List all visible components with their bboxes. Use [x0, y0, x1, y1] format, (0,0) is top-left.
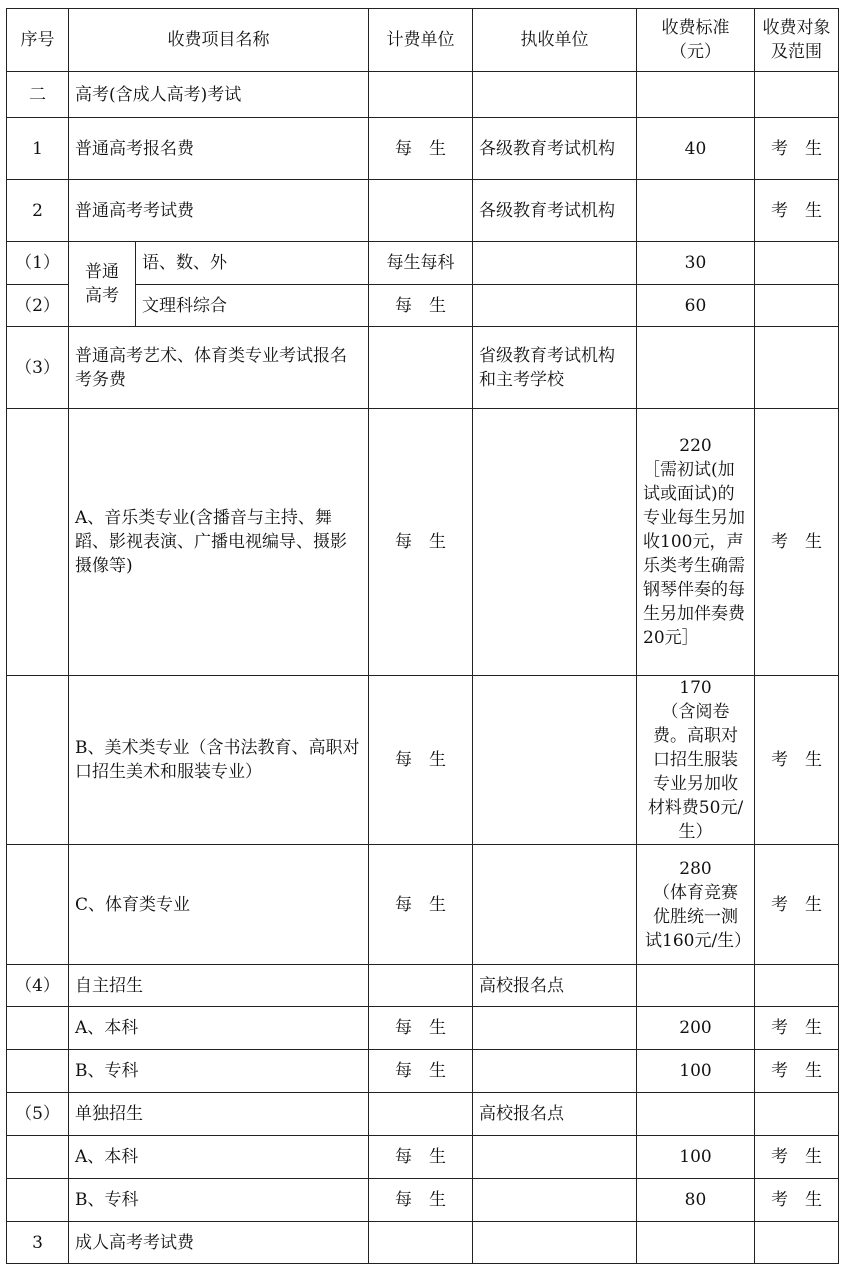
header-seq: 序号 — [7, 9, 69, 72]
seq-cell: 3 — [7, 1222, 69, 1264]
table-row — [7, 242, 839, 285]
std-note: （含阅卷费。高职对口招生服装专业另加收材料费50元/生） — [647, 702, 744, 842]
table-row — [7, 72, 839, 118]
seq-cell: 二 — [7, 72, 69, 118]
seq-cell: 1 — [7, 118, 69, 180]
seq-cell: （2） — [7, 285, 69, 327]
item-cell: 自主招生 — [69, 965, 369, 1007]
table-row — [7, 965, 839, 1007]
org-cell: 高校报名点 — [473, 965, 637, 1007]
seq-cell: （5） — [7, 1093, 69, 1136]
table-row — [7, 409, 839, 676]
unit-cell: 每 生 — [369, 1007, 473, 1050]
item-cell: A、本科 — [69, 1136, 369, 1179]
unit-cell: 每 生 — [369, 118, 473, 180]
table-row — [7, 118, 839, 180]
unit-cell: 每 生 — [369, 1179, 473, 1222]
table-row — [7, 1222, 839, 1264]
item-cell: 普通高考考试费 — [69, 180, 369, 242]
group-cell — [69, 242, 136, 327]
table-row — [7, 1007, 839, 1050]
scope-cell: 考 生 — [755, 1050, 839, 1093]
seq-cell: （4） — [7, 965, 69, 1007]
std-value: 280 — [679, 858, 712, 879]
org-cell: 高校报名点 — [473, 1093, 637, 1136]
item-cell: 单独招生 — [69, 1093, 369, 1136]
scope-cell: 考 生 — [755, 1007, 839, 1050]
unit-cell: 每生每科 — [369, 242, 473, 285]
item-cell: 文理科综合 — [136, 285, 369, 327]
std-cell: 60 — [637, 285, 755, 327]
item-cell: B、美术类专业（含书法教育、高职对口招生美术和服装专业） — [69, 676, 369, 845]
std-cell: 100 — [637, 1136, 755, 1179]
item-cell: A、音乐类专业(含播音与主持、舞蹈、影视表演、广播电视编导、摄影摄像等) — [69, 409, 369, 676]
group-label: 普通高考 — [85, 262, 119, 306]
std-cell: 30 — [637, 242, 755, 285]
scope-cell: 考 生 — [755, 180, 839, 242]
table-row — [7, 1136, 839, 1179]
org-cell: 各级教育考试机构 — [473, 180, 637, 242]
org-cell: 各级教育考试机构 — [473, 118, 637, 180]
item-cell: B、专科 — [69, 1050, 369, 1093]
unit-cell: 每 生 — [369, 285, 473, 327]
std-cell — [637, 409, 755, 676]
table-row — [7, 676, 839, 845]
header-scope: 收费对象及范围 — [755, 9, 839, 72]
seq-cell: 2 — [7, 180, 69, 242]
std-cell — [637, 845, 755, 965]
scope-cell: 考 生 — [755, 1136, 839, 1179]
header-item: 收费项目名称 — [69, 9, 369, 72]
unit-cell: 每 生 — [369, 845, 473, 965]
fee-table — [6, 8, 839, 1264]
scope-cell: 考 生 — [755, 1179, 839, 1222]
table-row — [7, 1050, 839, 1093]
std-cell: 200 — [637, 1007, 755, 1050]
std-value: 220 — [679, 436, 712, 456]
scope-cell: 考 生 — [755, 845, 839, 965]
table-row — [7, 845, 839, 965]
item-cell: 高考(含成人高考)考试 — [69, 72, 369, 118]
scope-cell: 考 生 — [755, 676, 839, 845]
std-value: 170 — [679, 678, 712, 698]
table-row — [7, 180, 839, 242]
table-row — [7, 327, 839, 409]
unit-cell: 每 生 — [369, 1050, 473, 1093]
std-note: （体育竞赛优胜统一测试160元/生） — [645, 882, 752, 951]
seq-cell: （3） — [7, 327, 69, 409]
item-cell: 成人高考考试费 — [69, 1222, 369, 1264]
std-cell: 100 — [637, 1050, 755, 1093]
unit-cell: 每 生 — [369, 409, 473, 676]
scope-cell: 考 生 — [755, 409, 839, 676]
std-note: ［需初试(加试或面试)的专业每生另加收100元，声乐类考生确需钢琴伴奏的每生另加伴奏费20元］ — [643, 460, 745, 648]
item-cell: C、体育类专业 — [69, 845, 369, 965]
table-row — [7, 1093, 839, 1136]
item-cell: A、本科 — [69, 1007, 369, 1050]
std-cell: 80 — [637, 1179, 755, 1222]
header-org: 执收单位 — [473, 9, 637, 72]
std-cell — [637, 676, 755, 845]
org-cell: 省级教育考试机构和主考学校 — [473, 327, 637, 409]
item-cell: 普通高考报名费 — [69, 118, 369, 180]
scope-cell: 考 生 — [755, 118, 839, 180]
std-cell: 40 — [637, 118, 755, 180]
header-unit: 计费单位 — [369, 9, 473, 72]
item-cell: B、专科 — [69, 1179, 369, 1222]
header-row — [7, 9, 839, 72]
seq-cell: （1） — [7, 242, 69, 285]
item-cell: 语、数、外 — [136, 242, 369, 285]
header-std: 收费标准（元） — [637, 9, 755, 72]
item-cell: 普通高考艺术、体育类专业考试报名考务费 — [69, 327, 369, 409]
unit-cell: 每 生 — [369, 676, 473, 845]
table-row — [7, 1179, 839, 1222]
unit-cell: 每 生 — [369, 1136, 473, 1179]
